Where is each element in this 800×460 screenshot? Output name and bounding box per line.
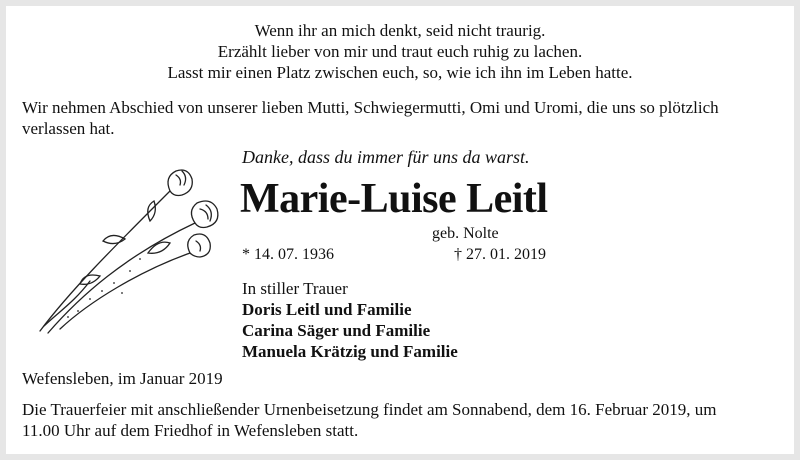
maiden-name: geb. Nolte bbox=[432, 225, 499, 242]
funeral-line: Die Trauerfeier mit anschließender Urnenbeisetzung findet am Sonnabend, dem 16. Februar 2019, um bbox=[22, 400, 717, 419]
mourner-name: Manuela Krätzig und Familie bbox=[242, 342, 458, 361]
mourning-heading: In stiller Trauer bbox=[242, 279, 348, 298]
mourners-block bbox=[242, 278, 458, 362]
poem-line: Lasst mir einen Platz zwischen euch, so, wie ich ihn im Leben hatte. bbox=[167, 63, 633, 82]
funeral-line: 11.00 Uhr auf dem Friedhof in Wefensleben statt. bbox=[22, 421, 359, 440]
death-date: † 27. 01. 2019 bbox=[454, 246, 546, 263]
poem-verse bbox=[6, 20, 794, 83]
obituary-notice bbox=[6, 6, 794, 454]
farewell-line: Wir nehmen Abschied von unserer lieben Mutti, Schwiegermutti, Omi und Uromi, die uns so plötzlich bbox=[22, 98, 719, 117]
deceased-name: Marie-Luise Leitl bbox=[240, 176, 548, 222]
place-date: Wefensleben, im Januar 2019 bbox=[22, 369, 223, 388]
roses-drawing-icon bbox=[30, 161, 230, 341]
mourner-name: Doris Leitl und Familie bbox=[242, 300, 412, 319]
birth-date: * 14. 07. 1936 bbox=[242, 246, 334, 263]
farewell-line: verlassen hat. bbox=[22, 119, 115, 138]
funeral-info bbox=[22, 399, 792, 441]
poem-line: Wenn ihr an mich denkt, seid nicht traurig. bbox=[254, 21, 546, 40]
farewell-text bbox=[22, 97, 782, 139]
poem-line: Erzählt lieber von mir und traut euch ruhig zu lachen. bbox=[217, 42, 583, 61]
mourner-name: Carina Säger und Familie bbox=[242, 321, 431, 340]
thanks-line: Danke, dass du immer für uns da warst. bbox=[242, 147, 530, 167]
